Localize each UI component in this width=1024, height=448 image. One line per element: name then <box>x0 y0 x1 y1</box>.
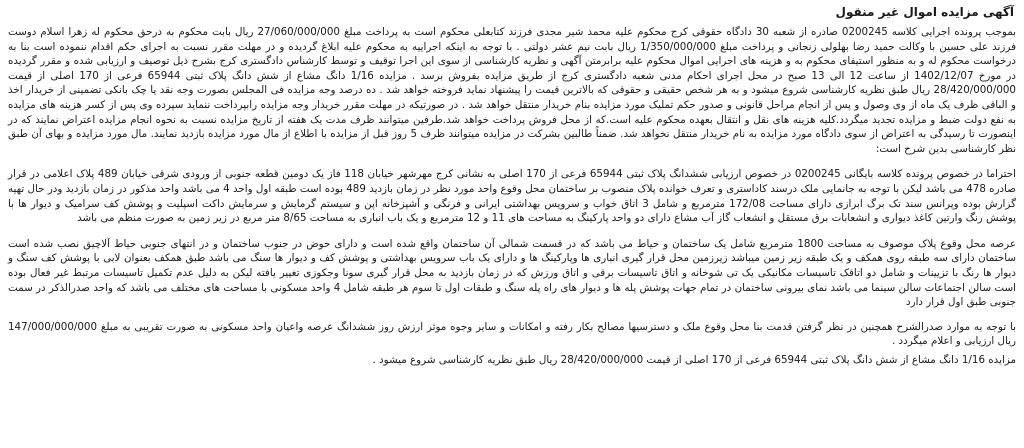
paragraph-valuation: با توجه به موارد صدرالشرح همچنین در نظر گرفتن قدمت بنا محل وقوع ملک و دسترسیها مصالح بکار رفته و امکانات و سایر وجوه موثر ارزش روز ششدانگ عرصه واعیان واحد مسکونی به صورت تقریبی به مبلغ 147/000/000/000 ریال ارزیابی و اعلام میگردد . <box>8 320 1016 348</box>
paragraph-building-description: عرصه محل وقوع پلاک موصوف به مساحت 1800 مترمربع شامل یک ساختمان و حیاط می باشد که در قسمت شمالی آن ساختمان واقع شده است و دارای حوض در جنوب ساختمان و در انتهای جنوبی حیاط آلاچیق نصب شده است ساختمان دارای سه طبقه روی همکف و یک طبقه زیر زمین میباشد زیرزمین محل قرار گیری انباری ها وپارکینگ ها و دارای یک باب سرویس بهداشتی و پوشش کف و دیوار ها سنگ می باشد طبق همکف بعنوان لابی با پوشش کف سنگ و دیوار ها رنگ با تزیینات و شامل دو اتاقک تاسیسات مکانیکی یک تی شوخانه و اتاق تاسیسات برقی و اتاق ورزش که در زمان بازدید به محل قرار گیری سونا وجکوزی تغییر یافته لیکن به دلیل عدم تکمیل تاسیسات مرتبط غیر فعال بوده است سالن اجتماعات سالن سینما می باشد نمای بیرونی ساختمان در تمام جهات پوشش پله ها و دیوار های راه پله سنگ و طبقات اول تا سوم هر طبقه شامل 4 واحد مسکونی با مساحت های مختلف می باشد که واحد صدرالذکر در سمت جنوبی طبق اول قرار دارد <box>8 237 1016 309</box>
paragraph-auction-start: مزایده 1/16 دانگ مشاع از شش دانگ پلاک ثبتی 65944 فرعی از 170 اصلی از قیمت 28/420/000/000 ریال طبق نظریه کارشناسی شروع میشود . <box>372 353 1016 366</box>
paragraph-case-details: بموجب پرونده اجرایی کلاسه 0200245 صادره از شعبه 30 دادگاه حقوقی کرج محکوم علیه محمد شیر مجدی فرزند کتابعلی محکوم است به پرداخت مبلغ 27/060/000/000 ریال بابت محکوم به درحق محکوم له زهرا اسلام دوست فرزند علی حسین با وکالت حمید رضا بهلولی زنجانی و پرداخت مبلغ 1/350/000/000 ریال بابت نیم عشر دولتی . با توجه به اینکه اجراییه به محکوم علیه ابلاغ گردیده و در مهلت مقرر نسبت به اجرای حکم اقدام ننموده است بنا به درخواست محکوم له و به منظور استیفای محکوم به و هزینه های اجرایی اموال محکوم علیه برابرمتن آگهی و نظریه کارشناسی از سوی این اجرا توقیف و توسط کارشناس دادگستری کرج بشرح ذیل توصیف و ارزیابی شده و مقرر گردیده در مورخ 1402/12/07 از ساعت 12 الی 13 صبح در محل اجرای احکام مدنی شعبه دادگستری کرج از طریق مزایده بفروش برسد . مزایده 1/16 دانگ مشاع از شش دانگ پلاک ثبتی 65944 فرعی از 170 اصلی از قیمت 28/420/000/000 ریال طبق نظریه کارشناسی شروع میشود و به هر شخص حقیقی و حقوقی که بالاترین قیمت را پیشنهاد نماید فروخته خواهد شد . ده درصد وجه مزایده فی المجلس بصورت وجه نقد یا چک بانکی تضمینی از خریدار اخذ و الباقی ظرف یک ماه از وی وصول و پس از انجام مراحل قانونی و صدور حکم تملیک مورد مزایده بنام خریدار منتقل خواهد شد . در صورتیکه در مهلت مقرر خریدار وجه مزایده رابپرداخت ننماید سپرده وی پس از کسر هزینه های مزایده به نفع دولت ضبط و مزایده تجدید میگردد.کلیه هزینه های نقل و انتقال بعهده محکوم علیه است.که از محل فروش پرداخت خواهد شد.طرفین میتوانند ظرف مدت یک هفته از تاریخ مزایده نسبت به نحوه انجام مزایده اعتراض نمایند که در اینصورت تا رسیدگی به اعتراض از سوی دادگاه مورد مزایده به نام خریدار منتقل نخواهد شد. ضمناً طالبین بشرکت در مزایده میتوانند ظرف 5 روز قبل از مزایده با اطلاع از مال مورد مزایده بازدید نمایند. مال مورد مزایده و بهای آن طبق نظر کارشناسی بدین شرح است: <box>8 26 1017 155</box>
notice-title: آگهی مزایده اموال غیر منقول <box>835 5 1014 19</box>
paragraph-property-description: احتراما در خصوص پرونده کلاسه بایگانی 0200245 در خصوص ارزیابی ششدانگ پلاک ثبتی 65944 فرعی از 170 اصلی به نشانی کرج مهرشهر خیابان 118 فاز یک دومین قطعه جنوبی از ورودی شرقی خیابان 489 پلاک اعلامی در قرار صادره 478 می باشد لیکن با توجه به جانمایی ملک درسند کاداستری و تعرف خوانده پلاک منصوب بر ساختمان محل وقوع واحد مورد نظر در زمان بازدید 489 بوده است طبقه اول واحد 4 می باشد واحد مذکور در زمان بازدید ودر حال تهیه گزارش بوده وپرانس سند تک برگ ابرازی دارای مساحت 172/08 مترمربع و شامل 3 اتاق خواب و سرویس بهداشتی ایرانی و فرنگی و آشپزخانه اپن و سیستم گرمایش و سرمایش داکت اسپلیت و پوشش کف سرامیک و دیوار ها با پوشش رنگ وارتین کاغذ دیواری و انشعابات برق مستقل و انشعاب گاز آب مشاع دارای دو واحد پارکینگ به مساحت های 11 و 12 مترمربع و یک باب انباری به مساحت 8/65 متر مربع در زیر زمین به صورت منظم می باشد <box>8 168 1017 225</box>
